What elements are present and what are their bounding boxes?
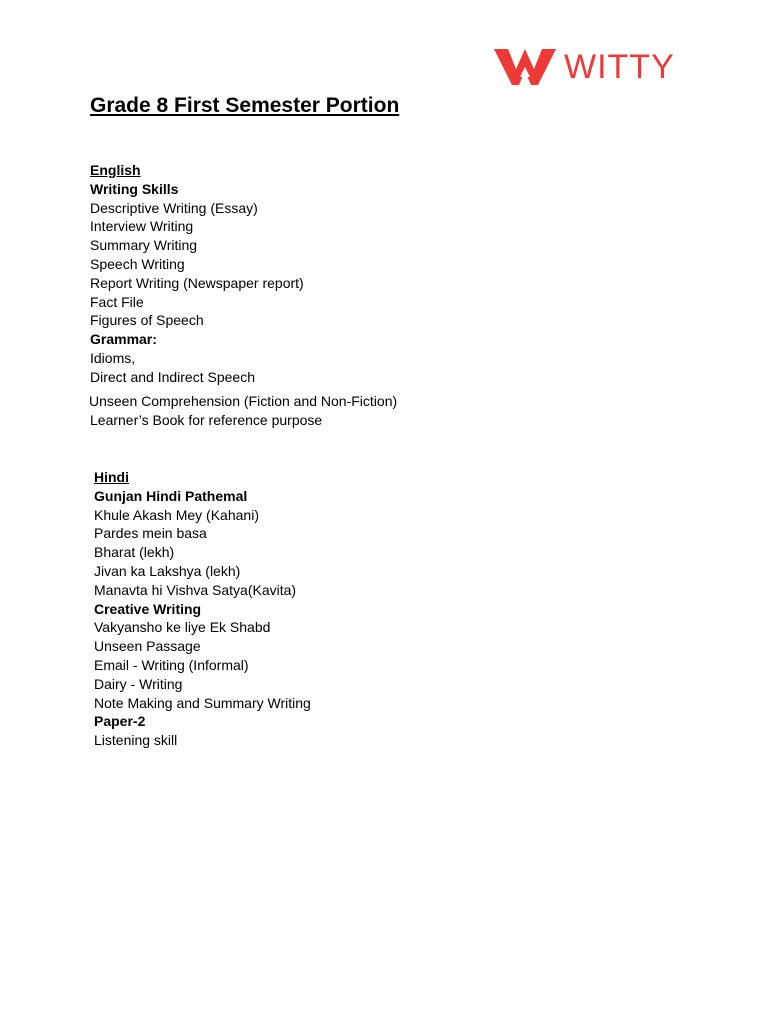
- english-section: [90, 161, 304, 387]
- list-item: Listening skill: [94, 732, 178, 749]
- list-item: Report Writing (Newspaper report): [90, 274, 304, 291]
- list-item: Learner’s Book for reference purpose: [90, 411, 323, 428]
- list-item: Pardes mein basa: [94, 525, 207, 542]
- logo-text: WITTY: [564, 48, 675, 86]
- list-item: Email - Writing (Informal): [94, 656, 249, 673]
- list-item: Note Making and Summary Writing: [94, 694, 311, 711]
- list-item: Jivan ka Lakshya (lekh): [94, 562, 241, 579]
- list-item: Idioms,: [90, 349, 136, 366]
- hindi-heading: Hindi: [94, 469, 129, 485]
- list-item: Unseen Comprehension (Fiction and Non-Fiction): [89, 393, 398, 409]
- list-item: Summary Writing: [90, 237, 198, 254]
- witty-logo: [494, 46, 678, 88]
- list-item: Khule Akash Mey (Kahani): [94, 506, 259, 523]
- list-item: Speech Writing: [90, 255, 185, 272]
- list-item: Manavta hi Vishva Satya(Kavita): [94, 581, 297, 598]
- english-extra: [89, 392, 397, 430]
- writing-skills-heading: Writing Skills: [90, 180, 179, 197]
- grammar-heading: Grammar:: [90, 331, 157, 348]
- english-heading: English: [90, 162, 141, 178]
- paper-2-heading: Paper-2: [94, 713, 146, 730]
- hindi-section: [94, 468, 311, 750]
- list-item: Direct and Indirect Speech: [90, 368, 255, 385]
- witty-logo-icon: [494, 47, 556, 87]
- list-item: Bharat (lekh): [94, 544, 175, 561]
- list-item: Fact File: [90, 293, 144, 310]
- list-item: Interview Writing: [90, 218, 194, 235]
- page-title: Grade 8 First Semester Portion: [90, 94, 400, 117]
- list-item: Dairy - Writing: [94, 675, 183, 692]
- list-item: Vakyansho ke liye Ek Shabd: [94, 619, 271, 636]
- list-item: Unseen Passage: [94, 638, 201, 655]
- list-item: Figures of Speech: [90, 312, 204, 329]
- creative-writing-heading: Creative Writing: [94, 600, 202, 617]
- gunjan-heading: Gunjan Hindi Pathemal: [94, 487, 248, 504]
- list-item: Descriptive Writing (Essay): [90, 199, 258, 216]
